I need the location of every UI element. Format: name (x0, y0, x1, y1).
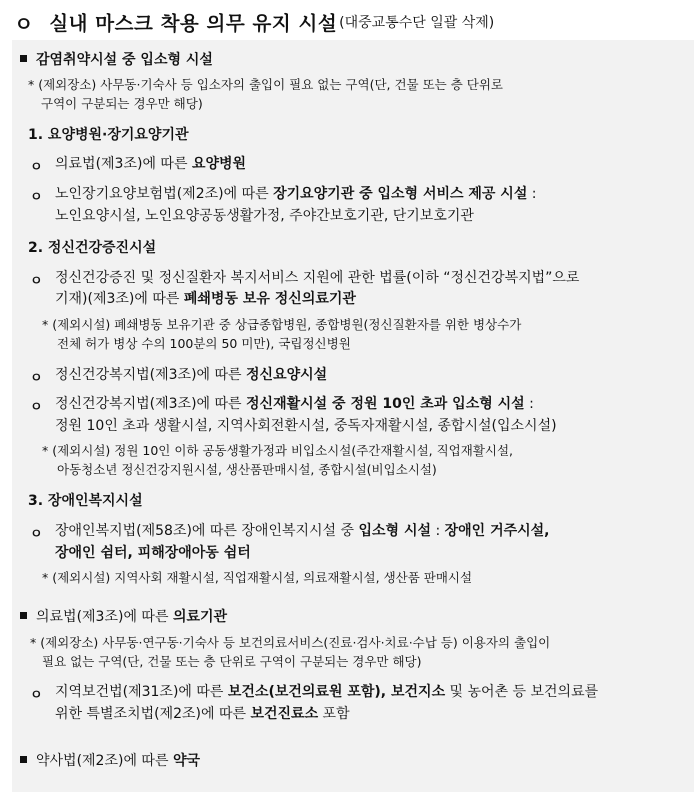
square-bullet-icon (20, 756, 27, 763)
sub2-item-3 (55, 394, 534, 414)
sub1-item-1-text: 의료법(제3조)에 따른 (55, 156, 192, 172)
sub1-item-2-text: 노인장기요양보험법(제2조)에 따른 (55, 186, 274, 202)
section-1-heading-text: 감염취약시설 중 입소형 시설 (36, 52, 213, 68)
sub3-item-1-bold1: 입소형 시설 (358, 523, 431, 539)
circle-bullet-icon: ㅇ (30, 160, 43, 175)
circle-bullet-icon: ㅇ (30, 274, 43, 289)
square-bullet-icon (20, 55, 27, 62)
sub2-note-1-line1: * (제외시설) 폐쇄병동 보유기관 중 상급종합병원, 종합병원(정신질환자를 위한 병상수가 (42, 317, 522, 332)
sub3-item-1-bold2: 장애인 거주시설, (444, 523, 550, 539)
sub2-item-3-bold: 정신재활시설 중 정원 10인 초과 입소형 시설 (246, 396, 525, 412)
section-2-item-1-line2 (55, 704, 350, 724)
sub2-item-3-line2: 정원 10인 초과 생활시설, 지역사회전환시설, 중독자재활시설, 종합시설(입소시설) (55, 418, 557, 434)
circle-bullet-icon: ㅇ (30, 688, 43, 703)
sub2-item-3-text: 정신건강복지법(제3조)에 따른 (55, 396, 247, 412)
subsection-1-title: 1. 요양병원·장기요양기관 (28, 127, 189, 143)
section-1-note-line1: * (제외장소) 사무동·기숙사 등 입소자의 출입이 필요 없는 구역(단, 건물 또는 층 단위로 (28, 77, 503, 92)
subsection-3-title: 3. 장애인복지시설 (28, 493, 143, 509)
section-1-heading (20, 50, 213, 70)
section-2-heading-bold: 의료기관 (172, 609, 228, 625)
sub1-item-2-line2: 노인요양시설, 노인요양공동생활가정, 주야간보호기관, 단기보호기관 (55, 208, 474, 224)
section-2-heading-text: 의료법(제3조)에 따른 (36, 609, 173, 625)
section-2-item-1-bold: 보건소(보건의료원 포함), 보건지소 (227, 684, 446, 700)
sub2-note-1-line2: 전체 허가 병상 수의 100분의 50 미만), 국립정신병원 (57, 336, 351, 351)
section-2-note-line1: * (제외장소) 사무동·연구동·기숙사 등 보건의료서비스(진료·검사·치료·수납 등) 이용자의 출입이 (30, 635, 551, 650)
circle-bullet-icon: ㅇ (30, 190, 43, 205)
section-2-item-1 (55, 682, 598, 702)
section-2-item-1-line2-text: 위한 특별조치법(제2조)에 따른 (55, 706, 251, 722)
circle-bullet-icon: ㅇ (30, 371, 43, 386)
sub1-item-2-bold: 장기요양기관 중 입소형 서비스 제공 시설 (273, 186, 528, 202)
sub2-item-1-text: 기재)(제3조)에 따른 (55, 291, 184, 307)
subsection-2-title: 2. 정신건강증진시설 (28, 240, 157, 256)
title-main: 실내 마스크 착용 의무 유지 시설 (49, 12, 338, 35)
sub3-item-1-text: 장애인복지법(제58조)에 따른 장애인복지시설 중 (55, 523, 359, 539)
section-1-note-line2: 구역이 구분되는 경우만 해당) (41, 96, 203, 111)
sub2-note-2-line2: 아동청소년 정신건강지원시설, 생산품판매시설, 종합시설(비입소시설) (57, 462, 437, 477)
sub1-item-2-colon: : (527, 186, 537, 202)
section-3-heading-bold: 약국 (172, 753, 200, 769)
section-3-heading-text: 약사법(제2조)에 따른 (36, 753, 173, 769)
sub2-item-2 (55, 365, 327, 385)
section-2-heading (20, 607, 227, 627)
sub2-item-1-bold: 폐쇄병동 보유 정신의료기관 (183, 291, 356, 307)
section-2-item-1-line2-end: 포함 (318, 706, 350, 722)
sub3-item-1-line2: 장애인 쉼터, 피해장애아동 쉼터 (55, 545, 251, 561)
sub3-item-1-colon: : (431, 523, 445, 539)
sub3-note-1: * (제외시설) 지역사회 재활시설, 직업재활시설, 의료재활시설, 생산품 판매시설 (42, 570, 473, 585)
section-2-item-1-line2-bold: 보건진료소 (250, 706, 319, 722)
sub2-item-2-text: 정신건강복지법(제3조)에 따른 (55, 367, 247, 383)
sub2-note-2-line1: * (제외시설) 정원 10인 이하 공동생활가정과 비입소시설(주간재활시설, 직업재활시설, (42, 443, 514, 458)
section-2-note-line2: 필요 없는 구역(단, 건물 또는 층 단위로 구역이 구분되는 경우만 해당) (42, 654, 422, 669)
title-bullet: ㅇ (14, 11, 34, 36)
page-title (14, 4, 494, 40)
sub2-item-1-line2 (55, 289, 356, 309)
section-3-heading (20, 751, 200, 771)
sub2-item-1-line1: 정신건강증진 및 정신질환자 복지서비스 지원에 관한 법률(이하 “정신건강복지법”으로 (55, 270, 580, 286)
circle-bullet-icon: ㅇ (30, 400, 43, 415)
section-2-item-1-rest: 및 농어촌 등 보건의료를 (445, 684, 599, 700)
sub2-item-2-bold: 정신요양시설 (246, 367, 328, 383)
square-bullet-icon (20, 612, 27, 619)
title-sub: (대중교통수단 일괄 삭제) (339, 15, 495, 31)
sub1-item-1 (55, 154, 246, 174)
section-2-item-1-text: 지역보건법(제31조)에 따른 (55, 684, 228, 700)
sub3-item-1 (55, 521, 550, 541)
sub1-item-2 (55, 184, 537, 204)
circle-bullet-icon: ㅇ (30, 527, 43, 542)
sub1-item-1-bold: 요양병원 (191, 156, 247, 172)
sub2-item-3-colon: : (524, 396, 534, 412)
